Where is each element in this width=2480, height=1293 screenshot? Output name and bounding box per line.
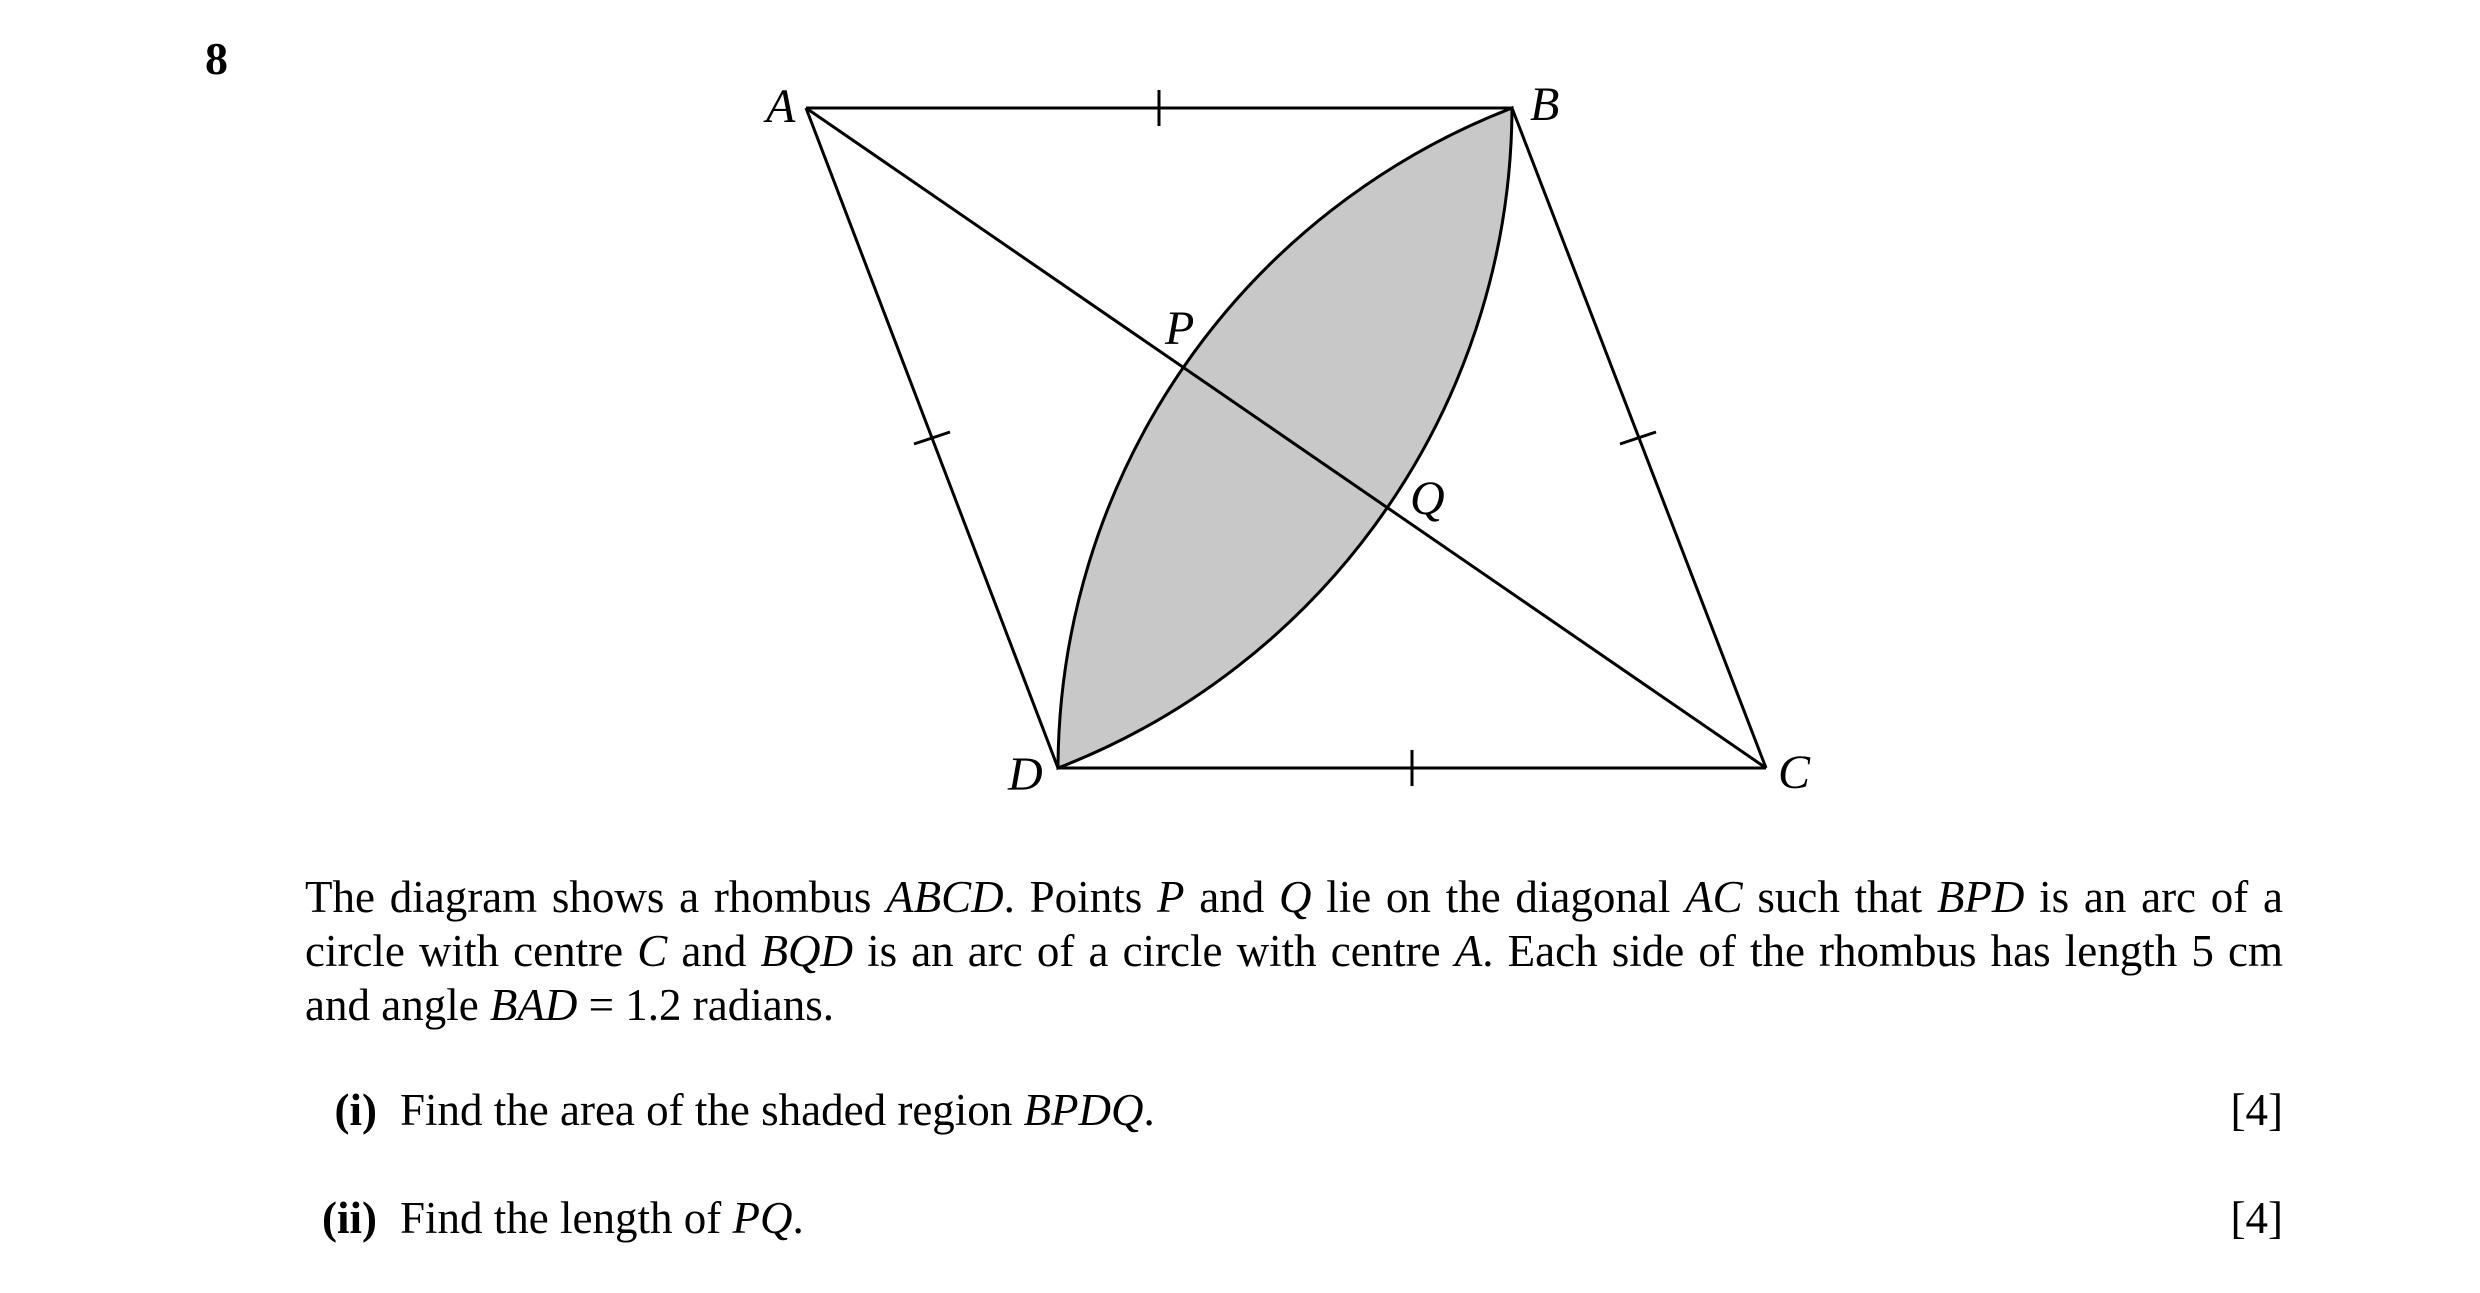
part-text: Find the area of the shaded region BPDQ. [400, 1085, 1155, 1135]
part-marks: [4] [2230, 1193, 2283, 1243]
part-text: Find the length of PQ. [400, 1193, 804, 1243]
part-number: (ii) [322, 1193, 377, 1243]
point-label-p: P [1165, 302, 1195, 355]
diagonal-ac [806, 108, 1766, 768]
part-i [0, 1080, 2283, 1140]
part-number: (i) [334, 1085, 377, 1135]
question-stem: The diagram shows a rhombus ABCD. Points P and Q lie on the diagonal AC such that BPD is an arc of a circle with centre C and BQD is an arc of a circle with centre A. Each side of the rhombus has length 5 cm and angle BAD = 1.2 radians. [305, 872, 2283, 1030]
vertex-label-d: D [1008, 748, 1043, 801]
vertex-label-a: A [766, 80, 796, 133]
vertex-label-c: C [1778, 746, 1811, 799]
part-marks: [4] [2230, 1085, 2283, 1135]
vertex-label-b: B [1530, 78, 1560, 131]
question-number: 8 [205, 33, 228, 84]
part-ii [0, 1188, 2283, 1248]
point-label-q: Q [1410, 472, 1445, 525]
